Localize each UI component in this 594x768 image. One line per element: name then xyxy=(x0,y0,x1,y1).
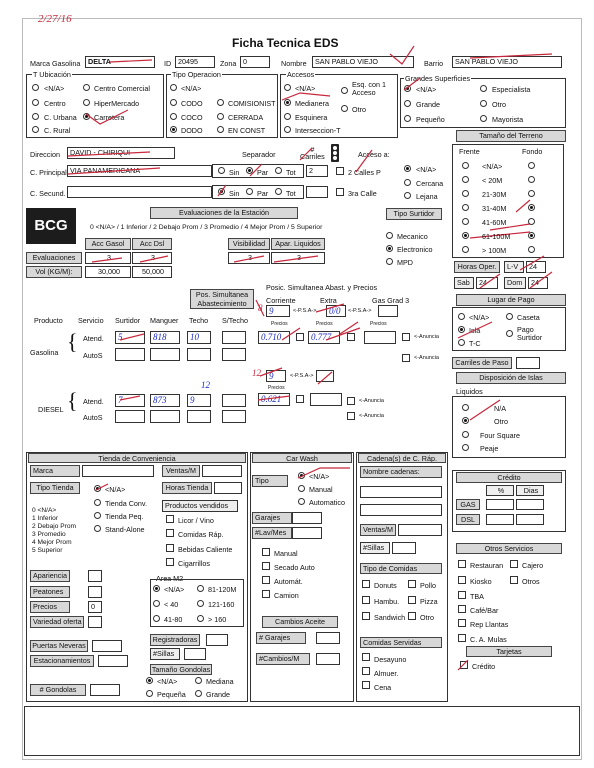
comida-check-0[interactable] xyxy=(362,580,370,588)
gas-hw-pos: 8 xyxy=(258,303,263,313)
gas-atend-label: Atend. xyxy=(83,334,104,343)
op-coco-label: COCO xyxy=(181,113,203,122)
tienda-conv-label: Tienda Conv. xyxy=(105,499,147,508)
direccion-field[interactable]: DAVID - CHIRIQUI xyxy=(67,147,175,159)
terreno-frente-radio-5[interactable] xyxy=(462,232,469,239)
comida-label-4: Sandwich xyxy=(374,613,406,622)
terreno-size-label-0: <N/A> xyxy=(482,162,503,171)
cadenas-title: Cadena(s) de C. Ráp. xyxy=(358,453,446,463)
separador-label: Separador xyxy=(242,150,276,159)
cadenas-sillas-label: #Sillas xyxy=(360,542,390,554)
otros-check-7[interactable] xyxy=(458,634,466,642)
comida-check-2[interactable] xyxy=(362,596,370,604)
area-gt160-label: > 160 xyxy=(208,615,227,624)
col-header-2: Surtidor xyxy=(115,316,141,325)
tienda-scale-3: 3 Promedio xyxy=(32,531,66,538)
serv-almuer-label: Almuer. xyxy=(374,669,399,678)
islas-na-label: N/A xyxy=(494,404,506,413)
terreno-frente-radio-4[interactable] xyxy=(462,218,469,225)
terreno-frente: Frente xyxy=(459,147,480,156)
gas-psa-1: <-P.S.A-> xyxy=(293,308,317,314)
otros-title: Otros Servicios xyxy=(456,543,562,554)
surtidor-title: Tipo Surtidor xyxy=(386,208,442,220)
diesel-atend-label: Atend. xyxy=(83,397,104,406)
diesel-manguer-field[interactable]: 873 xyxy=(150,394,180,407)
pago-isla-label: Isla xyxy=(469,326,481,335)
comida-check-5[interactable] xyxy=(408,612,416,620)
terreno-fondo-radio-2[interactable] xyxy=(528,190,535,197)
otros-label-7: C. A. Mulas xyxy=(470,635,507,644)
cambios-garajes-label: # Garajes xyxy=(256,632,306,644)
credito-dias-header: Dias xyxy=(516,485,544,496)
col-header-4: Techo xyxy=(189,316,209,325)
terreno-fondo-radio-6[interactable] xyxy=(528,246,535,253)
eval-acc-gasol[interactable]: 3 xyxy=(85,252,131,264)
prod-label-2: Bebidas Caliente xyxy=(178,545,233,554)
tipo-comidas-title: Tipo de Comidas xyxy=(360,563,442,574)
otros-label-1: Cajero xyxy=(522,561,544,570)
vol-dsl[interactable]: 50,000 xyxy=(132,266,172,278)
gas-precio-extra[interactable]: 0.777 xyxy=(308,331,340,344)
csecund-label: C. Secund. xyxy=(30,189,66,198)
accesos-title: Accesos xyxy=(287,70,315,79)
terreno-frente-radio-2[interactable] xyxy=(462,190,469,197)
comida-label-0: Donuts xyxy=(374,581,397,590)
cp-par-label: Par xyxy=(257,168,269,177)
corriente-header: Corriente xyxy=(266,296,296,305)
otros-check-4[interactable] xyxy=(458,591,466,599)
gas-techo-field[interactable]: 10 xyxy=(187,331,211,344)
handwritten-date: 2/27/16 xyxy=(38,13,72,25)
gas-precios-1: Precios xyxy=(271,321,288,327)
cs-par-label: Par xyxy=(257,189,269,198)
comida-check-1[interactable] xyxy=(408,580,416,588)
comida-label-3: Pizza xyxy=(420,597,438,606)
acc-dsl-header: Acc Dsl xyxy=(132,238,172,250)
op-comisionist-label: COMISIONIST xyxy=(228,99,276,108)
barrio-label: Barrio xyxy=(424,59,444,68)
cp-carriles-field[interactable]: 2 xyxy=(306,165,328,177)
nombre-label: Nombre xyxy=(281,59,307,68)
sup-mayorista-label: Mayorista xyxy=(492,115,524,124)
cw-check-label-1: Secado Auto xyxy=(274,563,315,572)
ubic-cc-label: Centro Comercial xyxy=(94,84,150,93)
cw-check-0[interactable] xyxy=(262,548,270,556)
otros-check-2[interactable] xyxy=(458,576,466,584)
extra-header: Extra xyxy=(320,296,337,305)
cs-sin-label: Sin xyxy=(229,189,240,198)
col-header-5: S/Techo xyxy=(222,316,248,325)
eval-acc-dsl[interactable]: 3 xyxy=(132,252,172,264)
cw-check-label-2: Automát. xyxy=(274,577,303,586)
tienda-precios-label: Precios xyxy=(30,601,70,613)
tienda-horas-label: Horas Tienda xyxy=(162,482,212,494)
area-160-label: 121-160 xyxy=(208,600,235,609)
diesel-psa: <-P.S.A-> xyxy=(290,373,314,379)
ubic-rural-label: C. Rural xyxy=(44,126,71,135)
page-title: Ficha Tecnica EDS xyxy=(232,36,339,50)
prod-label-0: Licor / Vino xyxy=(178,516,214,525)
diesel-techo-field[interactable]: 9 xyxy=(187,394,211,407)
terreno-fondo-radio-4[interactable] xyxy=(528,218,535,225)
islas-title: Disposición de Islas xyxy=(456,372,566,384)
cp-tot-label: Tot xyxy=(286,168,296,177)
tienda-scale-2: 2 Debajo Prom xyxy=(32,523,76,530)
barrio-field[interactable]: SAN PABLO VIEJO xyxy=(452,56,562,68)
gas-pos-extra[interactable]: 0/0 xyxy=(326,305,346,317)
evaluaciones-title: Evaluaciones de la Estación xyxy=(150,207,298,219)
tienda-title: Tienda de Conveniencia xyxy=(28,453,246,463)
superficies-title: Grandes Superficies xyxy=(405,74,471,83)
otros-check-5[interactable] xyxy=(458,605,466,613)
gondolas-title: Tamaño Gondolas xyxy=(151,665,211,674)
sup-otro-label: Otro xyxy=(492,100,506,109)
horas-dom-field[interactable]: 24 xyxy=(528,277,548,289)
num-gondolas-label: # Gondolas xyxy=(30,684,86,696)
gas-brace: { xyxy=(67,329,78,354)
lugar-pago-title: Lugar de Pago xyxy=(456,294,566,306)
marca-label: Marca Gasolina xyxy=(30,59,81,68)
acc-otro-label: Otro xyxy=(352,105,366,114)
pago-surtidor-label: Pago Surtidor xyxy=(517,325,543,342)
tienda-scale-0: 0 <N/A> xyxy=(32,507,57,514)
comida-check-4[interactable] xyxy=(362,612,370,620)
terreno-fondo-radio-5[interactable] xyxy=(528,232,535,239)
acceso-cercana-label: Cercana xyxy=(416,179,444,188)
otros-label-2: Kiosko xyxy=(470,577,492,586)
gas-anuncia-2: <-Anuncia xyxy=(414,355,439,361)
id-label: ID xyxy=(164,59,172,68)
tienda-ventas-label: Ventas/M xyxy=(162,465,200,477)
serv-cena-label: Cena xyxy=(374,683,392,692)
pos-sim-header: Pos. Simultanea Abastecimiento xyxy=(190,289,254,309)
gond-na-label: <N/A> xyxy=(157,677,178,686)
cambios-mes-label: #Cambios/M xyxy=(256,653,310,665)
tienda-scale-4: 4 Mejor Prom xyxy=(32,539,72,546)
horas-sab-tag: Sab xyxy=(454,277,474,289)
acc-medianera-label: Medianera xyxy=(295,99,329,108)
cp-2calles-label: 2 Calles P xyxy=(348,168,381,177)
id-field[interactable]: 20495 xyxy=(175,56,215,68)
op-na-label: <N/A> xyxy=(181,84,202,93)
prod-label-1: Comidas Ráp. xyxy=(178,530,224,539)
tienda-variedad-field[interactable] xyxy=(88,616,102,628)
tienda-peatones-label: Peatones xyxy=(30,586,70,598)
diesel-brace: { xyxy=(67,388,78,413)
islas-liquidos: Liquidos xyxy=(456,387,483,396)
carriles-word: Carriles xyxy=(300,152,325,162)
carriles-paso-label: Carriles de Paso xyxy=(452,357,512,369)
ubic-centro-label: Centro xyxy=(44,99,66,108)
cw-lav-label: #Lav/Mes xyxy=(252,527,292,539)
cw-na-label: <N/A> xyxy=(309,472,330,481)
prod-check-2[interactable] xyxy=(166,544,174,552)
vol-gasol[interactable]: 30,000 xyxy=(85,266,131,278)
area-120-label: 81-120M xyxy=(208,585,237,594)
sup-especialista-label: Especialista xyxy=(492,85,531,94)
terreno-size-label-4: 41-60M xyxy=(482,218,507,227)
horas-sab-field[interactable]: 24 xyxy=(476,277,498,289)
posic-header: Posic. Simultanea Abast. y Precios xyxy=(266,283,378,292)
tienda-marca-label: Marca xyxy=(30,465,80,477)
surt-mpd-label: MPD xyxy=(397,258,413,267)
islas-peaje-label: Peaje xyxy=(480,444,499,453)
terreno-frente-radio-6[interactable] xyxy=(462,246,469,253)
terreno-frente-radio-1[interactable] xyxy=(462,176,469,183)
diesel-hw-12a: 12 xyxy=(201,380,210,390)
prod-check-1[interactable] xyxy=(166,529,174,537)
credito-pct-header: % xyxy=(486,485,514,496)
cp-sin-label: Sin xyxy=(229,168,240,177)
otros-check-1[interactable] xyxy=(510,560,518,568)
sup-na-label: <N/A> xyxy=(416,85,437,94)
cw-check-label-0: Manual xyxy=(274,549,298,558)
islas-four-label: Four Square xyxy=(480,431,520,440)
tienda-scale-1: 1 Inferior xyxy=(32,515,59,522)
gas-anuncia-1: <-Anuncia xyxy=(414,334,439,340)
op-dodo-label: DODO xyxy=(181,126,203,135)
gas-manguer-field[interactable]: 818 xyxy=(150,331,180,344)
cw-check-2[interactable] xyxy=(262,576,270,584)
carwash-title: Car Wash xyxy=(252,453,352,463)
acc-na-label: <N/A> xyxy=(295,84,316,93)
comida-label-2: Hambu. xyxy=(374,597,400,606)
ubic-hiper-label: HiperMercado xyxy=(94,99,140,108)
otros-label-3: Otros xyxy=(522,577,540,586)
carwash-tipo-label: Tipo xyxy=(252,475,288,487)
zona-label: Zona xyxy=(220,59,237,68)
acc-gasol-header: Acc Gasol xyxy=(85,238,131,250)
carriles-label: # Carriles xyxy=(300,145,325,162)
ubic-carretera-label: Carretera xyxy=(94,113,125,122)
comida-label-5: Otro xyxy=(420,613,434,622)
op-cerrada-label: CERRADA xyxy=(228,113,264,122)
diesel-precios: Precios xyxy=(268,385,285,391)
cambios-title: Cambios Aceite xyxy=(262,616,338,628)
terreno-size-label-6: > 100M xyxy=(482,246,507,255)
otros-check-3[interactable] xyxy=(510,576,518,584)
islas-otro-label: Otro xyxy=(494,417,508,426)
operacion-title: Tipo Operacion xyxy=(172,70,221,79)
tienda-sillas-label: #Sillas xyxy=(150,648,180,660)
diesel-hw-12b: 12 xyxy=(252,368,261,378)
comida-check-3[interactable] xyxy=(408,596,416,604)
col-header-1: Servicio xyxy=(78,316,104,325)
col-header-0: Producto xyxy=(34,316,63,325)
area-40-label: < 40 xyxy=(164,600,179,609)
pago-na-label: <N/A> xyxy=(469,313,490,322)
diesel-anuncia-2: <-Anuncia xyxy=(359,413,384,419)
tienda-na-label: <N/A> xyxy=(105,485,126,494)
terreno-size-label-1: < 20M xyxy=(482,176,503,185)
gasolina-label: Gasolina xyxy=(30,348,59,357)
prod-check-3[interactable] xyxy=(166,558,174,566)
otros-label-5: Café/Bar xyxy=(470,606,499,615)
area-80-label: 41-80 xyxy=(164,615,183,624)
estac-label: Estacionamientos xyxy=(30,655,94,667)
diesel-pos[interactable]: 9 xyxy=(266,370,286,382)
horas-dom-tag: Dom xyxy=(504,277,526,289)
op-enconst-label: EN CONST xyxy=(228,126,266,135)
op-codo-label: CODO xyxy=(181,99,203,108)
gasgrad-header: Gas Grad 3 xyxy=(372,296,410,305)
otros-label-6: Rep Llantas xyxy=(470,620,509,629)
cprincipal-label: C. Principal xyxy=(30,168,67,177)
horas-oper-label: Horas Oper. xyxy=(454,261,500,273)
horas-lv-tag: L-V xyxy=(504,261,524,273)
tienda-apariencia-field[interactable] xyxy=(88,570,102,582)
gas-autos-label: AutoS xyxy=(83,351,103,360)
gas-psa-2: <-P.S.A-> xyxy=(348,308,372,314)
terreno-size-label-5: 61-100M xyxy=(482,232,511,241)
tienda-stand-label: Stand-Alone xyxy=(105,525,145,534)
ubic-urbana-label: C. Urbana xyxy=(44,113,77,122)
prod-check-0[interactable] xyxy=(166,515,174,523)
tienda-peatones-field[interactable] xyxy=(88,586,102,598)
diesel-anuncia-1: <-Anuncia xyxy=(359,398,384,404)
terreno-size-label-3: 31-40M xyxy=(482,204,507,213)
acc-esq1-label: Esq. con 1 Acceso xyxy=(352,80,386,97)
tienda-tipo-label: Tipo Tienda xyxy=(30,482,80,494)
tienda-variedad-label: Variedad oferta xyxy=(30,616,84,628)
direccion-label: Direccion xyxy=(30,150,60,159)
credito-gas-label: GAS xyxy=(456,499,480,510)
surt-mecanico-label: Mecanico xyxy=(397,232,428,241)
gond-med-label: Mediana xyxy=(206,677,234,686)
diesel-autos-label: AutoS xyxy=(83,413,103,422)
cw-manual-label: Manual xyxy=(309,485,333,494)
serv-desayuno-label: Desayuno xyxy=(374,655,407,664)
gas-precio-corr[interactable]: 0.710 xyxy=(258,331,290,344)
servidas-title: Comidas Servidas xyxy=(360,637,442,648)
terreno-title: Tamaño del Terreno xyxy=(456,130,566,142)
acceso-label: Acceso a: xyxy=(358,150,390,159)
evaluaciones-scale: 0 <N/A> / 1 Inferior / 2 Debajo Prom / 3 Promedio / 4 Mejor Prom / 5 Superior xyxy=(90,224,323,231)
tarjetas-credito-label: Crédito xyxy=(472,662,496,671)
acc-interseccion-label: Interseccion-T xyxy=(295,126,341,135)
terreno-frente-radio-0[interactable] xyxy=(462,162,469,169)
cw-check-label-3: Camion xyxy=(274,591,299,600)
cadenas-ventas-label: Ventas/M xyxy=(360,524,396,536)
acceso-lejana-label: Lejana xyxy=(416,192,438,201)
sup-pequeno-label: Pequeño xyxy=(416,115,445,124)
area-title: Area M2 xyxy=(156,574,184,583)
apar-header: Apar. Liquidos xyxy=(271,238,325,250)
terreno-fondo: Fondo xyxy=(522,147,543,156)
gas-surtidor-field[interactable]: 5 xyxy=(115,331,145,344)
tienda-apariencia-label: Apariencia xyxy=(30,570,70,582)
zona-field[interactable]: 0 xyxy=(240,56,270,68)
diesel-label: DIESEL xyxy=(38,405,64,414)
pago-caseta-label: Caseta xyxy=(517,313,540,322)
cs-tot-label: Tot xyxy=(286,189,296,198)
nombre-field[interactable]: SAN PABLO VIEJO xyxy=(312,56,414,68)
pago-tc-label: T-C xyxy=(469,339,481,348)
gas-precios-3: Precios xyxy=(370,321,387,327)
terreno-fondo-radio-0[interactable] xyxy=(528,162,535,169)
terreno-frente-radio-3[interactable] xyxy=(462,204,469,211)
tarjetas-title: Tarjetas xyxy=(466,646,552,657)
col-header-3: Manguer xyxy=(150,316,179,325)
puertas-label: Puertas Neveras xyxy=(30,640,88,652)
diesel-precio[interactable]: 0.621 xyxy=(258,393,290,406)
otros-check-6[interactable] xyxy=(458,619,466,627)
terreno-size-label-2: 21-30M xyxy=(482,190,507,199)
productos-title: Productos vendidos xyxy=(162,500,238,512)
gas-pos-corr[interactable]: 9 xyxy=(266,305,290,317)
otros-label-4: TBA xyxy=(470,592,484,601)
diesel-surtidor-field[interactable]: 7 xyxy=(115,394,145,407)
sup-grande-label: Grande xyxy=(416,100,440,109)
cw-check-1[interactable] xyxy=(262,562,270,570)
acceso-na-label: <N/A> xyxy=(416,165,437,174)
area-na-label: <N/A> xyxy=(164,585,185,594)
cs-3calle-label: 3ra Calle xyxy=(348,189,377,198)
credito-title: Crédito xyxy=(456,472,562,483)
acc-esquinera-label: Esquinera xyxy=(295,113,328,122)
cw-check-3[interactable] xyxy=(262,590,270,598)
eval-apar[interactable]: 3 xyxy=(271,252,325,264)
cw-garajes-label: Garajes xyxy=(252,512,292,524)
tienda-precios-field[interactable]: 0 xyxy=(88,601,102,613)
terreno-fondo-radio-1[interactable] xyxy=(528,176,535,183)
vol-label: Vol (KG/M): xyxy=(26,266,82,278)
comida-label-1: Pollo xyxy=(420,581,436,590)
tienda-scale-5: 5 Superior xyxy=(32,547,63,554)
gas-precios-2: Precios xyxy=(316,321,333,327)
gond-peq-label: Pequeña xyxy=(157,690,186,699)
terreno-fondo-radio-3[interactable] xyxy=(528,204,535,211)
bcg-logo: BCG xyxy=(26,208,76,244)
registradoras-label: Registradoras xyxy=(150,634,200,646)
surt-electronico-label: Electronico xyxy=(397,245,433,254)
ubic-na-label: <N/A> xyxy=(44,84,65,93)
horas-lv-field[interactable]: 24 xyxy=(526,261,546,273)
eval-visibilidad[interactable]: 3 xyxy=(228,252,270,264)
cprincipal-field[interactable]: VIA PANAMERICANA xyxy=(67,165,212,177)
prod-label-3: Cigarrillos xyxy=(178,559,210,568)
credito-dsl-label: DSL xyxy=(456,514,480,525)
otros-label-0: Restauran xyxy=(470,561,504,570)
tienda-peq-label: Tienda Peq. xyxy=(105,512,144,521)
ubicacion-title: T Ubicación xyxy=(33,70,71,79)
marca-field[interactable]: DELTA xyxy=(85,56,155,68)
evaluaciones-row-label: Evaluaciones xyxy=(26,252,82,264)
cadenas-nombre-label: Nombre cadenas: xyxy=(360,466,442,478)
cw-auto-label: Automatico xyxy=(309,498,345,507)
gond-grande-label: Grande xyxy=(206,690,230,699)
otros-check-0[interactable] xyxy=(458,560,466,568)
visibilidad-header: Visibilidad xyxy=(228,238,270,250)
